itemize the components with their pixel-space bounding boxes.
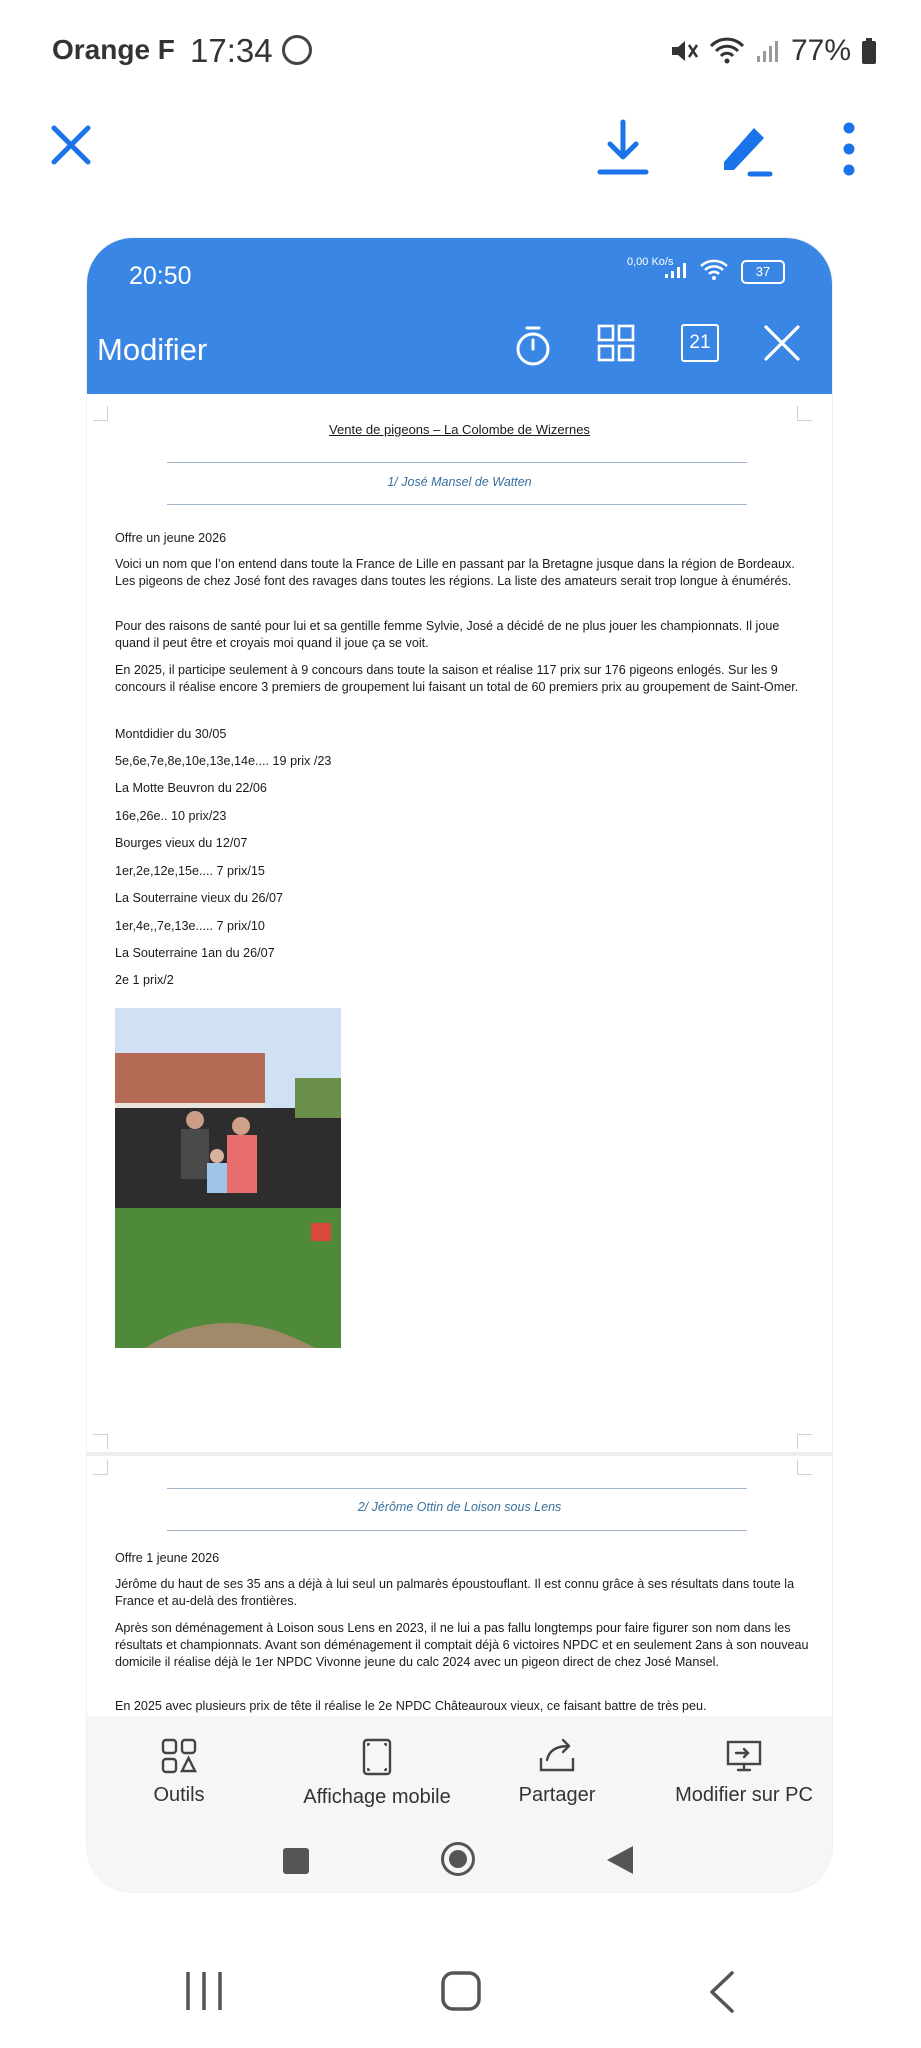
battery-percent: 77% xyxy=(790,34,851,67)
inner-home-icon[interactable] xyxy=(441,1842,475,1876)
mute-icon xyxy=(669,37,699,65)
share-icon xyxy=(537,1738,577,1774)
tools-label: Outils xyxy=(153,1784,205,1806)
tools-icon xyxy=(161,1738,197,1774)
paragraph: Jérôme du haut de ses 35 ans a déjà à lui seul un palmarès époustouflant. Il est connu grâce à ses résultats dans toute la France et au-delà des frontières. xyxy=(115,1577,795,1608)
share-button[interactable] xyxy=(497,1738,617,1807)
result-line: La Motte Beuvron du 22/06 xyxy=(115,781,267,795)
clock: 17:34 xyxy=(190,32,273,69)
document-image xyxy=(87,238,832,1892)
paragraph: Offre un jeune 2026 xyxy=(115,531,227,545)
paragraph: Pour des raisons de santé pour lui et sa gentille femme Sylvie, José a décidé de ne plus jouer les championnats. Il joue quand il peut être et croyais moi quand il joue ça se voit. xyxy=(115,619,780,650)
recents-icon[interactable] xyxy=(184,1970,224,2012)
result-line: La Souterraine vieux du 26/07 xyxy=(115,891,284,905)
result-line: Bourges vieux du 12/07 xyxy=(115,836,248,850)
status-bar xyxy=(0,0,921,105)
back-icon[interactable] xyxy=(708,1970,736,2014)
download-icon xyxy=(596,118,650,178)
tools-button[interactable] xyxy=(139,1738,219,1807)
result-line: 1er,2e,12e,15e.... 7 prix/15 xyxy=(115,864,265,878)
inner-close-icon[interactable] xyxy=(763,324,801,362)
result-line: La Souterraine 1an du 26/07 xyxy=(115,946,275,960)
result-line: 2e 1 prix/2 xyxy=(115,973,174,987)
inner-recents-icon[interactable] xyxy=(283,1848,309,1874)
carrier-label: Orange F xyxy=(52,34,175,65)
close-icon xyxy=(50,124,92,166)
inner-signal-icon xyxy=(663,260,693,280)
paragraph: Voici un nom que l’on entend dans toute la France de Lille en passant par la Bretagne jusque dans la région de Bordeaux. Les pigeons de chez José font des ravages dans toutes les régions. La liste des amateurs serait trop longue à énumérés. xyxy=(115,557,795,588)
mobile-view-icon xyxy=(362,1738,392,1776)
result-line: 16e,26e.. 10 prix/23 xyxy=(115,809,227,823)
result-line: 5e,6e,7e,8e,10e,13e,14e.... 19 prix /23 xyxy=(115,754,332,768)
share-label: Partager xyxy=(518,1784,596,1806)
status-right xyxy=(669,34,877,68)
doc-heading: Vente de pigeons – La Colombe de Wizernes xyxy=(329,422,590,437)
family-photo xyxy=(115,1008,341,1348)
grid-icon[interactable] xyxy=(597,324,635,362)
section-heading-1: 1/ José Mansel de Watten xyxy=(387,475,532,489)
paragraph: Après son déménagement à Loison sous Lens en 2023, il ne lui a pas fallu longtemps pour faire figurer son nom dans les résultats et championnats. Avant son déménagement il comptait déjà 6 victoires NPDC et en seulement 2ans à son nouveau domicile il réalise déjà le 1er NPDC Vivonne jeune du calc 2024 avec un pigeon direct de chez José Mansel. xyxy=(115,1621,809,1669)
battery-icon xyxy=(861,37,877,65)
inner-nav-bar xyxy=(87,1818,832,1892)
download-button[interactable] xyxy=(596,118,650,178)
signal-icon xyxy=(755,38,781,64)
edit-on-pc-label: Modifier sur PC xyxy=(675,1784,813,1806)
inner-battery: 37 xyxy=(741,260,785,284)
inner-back-icon[interactable] xyxy=(605,1844,635,1876)
inner-clock: 20:50 xyxy=(129,262,192,290)
more-vertical-icon xyxy=(838,122,860,176)
messenger-icon xyxy=(282,35,312,65)
result-line: Montdidier du 30/05 xyxy=(115,727,227,741)
pen-icon xyxy=(716,118,774,178)
paragraph: En 2025, il participe seulement à 9 concours dans toute la saison et réalise 117 prix sur 176 pigeons enlogés. Sur les 9 concours il réalise encore 3 premiers de groupement lui faisant un total de 60 premiers prix au groupement de Saint-Omer. xyxy=(115,663,799,694)
edit-button[interactable] xyxy=(716,118,774,178)
system-nav-bar xyxy=(0,1946,921,2048)
inner-header xyxy=(87,238,832,394)
result-line: 1er,4e,,7e,13e..... 7 prix/10 xyxy=(115,919,265,933)
home-icon[interactable] xyxy=(440,1970,482,2012)
close-button[interactable] xyxy=(50,124,92,166)
mobile-view-button[interactable] xyxy=(277,1738,477,1809)
inner-wifi-icon xyxy=(699,258,729,282)
more-button[interactable] xyxy=(838,122,860,176)
edit-on-pc-button[interactable] xyxy=(659,1738,829,1807)
net-speed: 0,00 Ko/s xyxy=(627,256,674,268)
paragraph: Offre 1 jeune 2026 xyxy=(115,1551,220,1565)
calendar-icon[interactable]: 21 xyxy=(681,324,719,362)
section-heading-2: 2/ Jérôme Ottin de Loison sous Lens xyxy=(357,1500,562,1514)
inner-title: Modifier xyxy=(97,332,208,367)
wifi-icon xyxy=(709,37,745,65)
mobile-view-label: Affichage mobile xyxy=(303,1786,451,1808)
timer-icon[interactable] xyxy=(513,324,553,368)
monitor-icon xyxy=(724,1738,764,1774)
paragraph: En 2025 avec plusieurs prix de tête il réalise le 2e NPDC Châteauroux vieux, ce faisant battre de très peu. xyxy=(115,1699,707,1713)
